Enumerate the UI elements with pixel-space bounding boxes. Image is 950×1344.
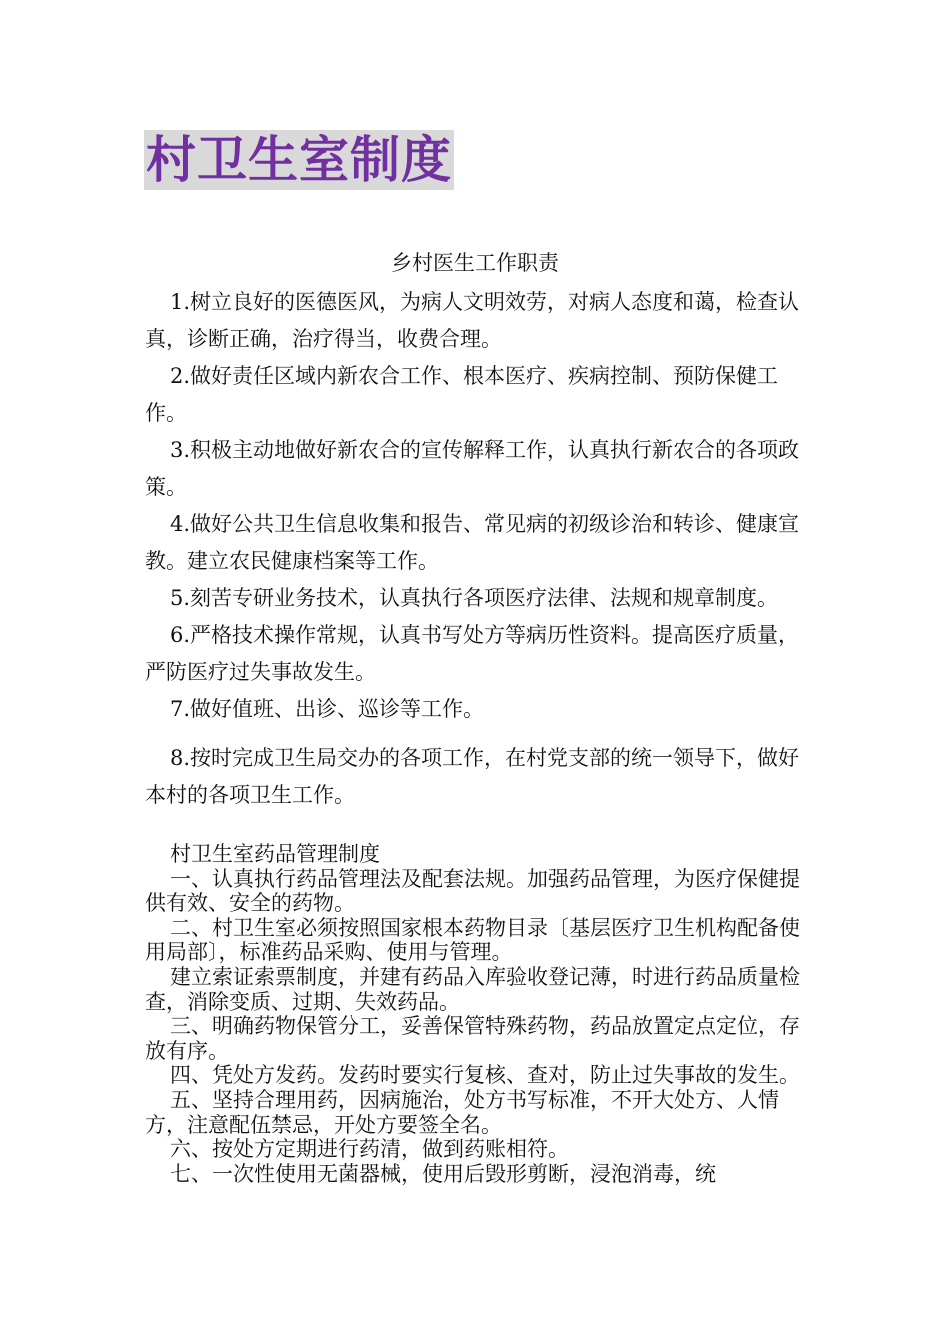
duty-item: 4.做好公共卫生信息收集和报告、常见病的初级诊治和转诊、健康宣教。建立农民健康档案等工作。: [145, 512, 800, 573]
duties-heading: 乡村医生工作职责: [391, 251, 559, 275]
drug-rule-item: 二、村卫生室必须按照国家根本药物目录〔基层医疗卫生机构配备使用局部〕，标准药品采购、使用与管理。: [145, 915, 800, 965]
drug-rule-item: 三、明确药物保管分工，妥善保管特殊药物，药品放置定点定位，存放有序。: [145, 1014, 800, 1063]
drug-rule-item: 一、认真执行药品管理法及配套法规。加强药品管理，为医疗保健提供有效、安全的药物。: [145, 866, 800, 916]
duty-item: 8.按时完成卫生局交办的各项工作，在村党支部的统一领导下，做好本村的各项卫生工作。: [145, 746, 800, 807]
drug-rule-item: 建立索证索票制度，并建有药品入库验收登记薄，时进行药品质量检查，消除变质、过期、失效药品。: [145, 964, 800, 1014]
drug-rule-item: 七、一次性使用无菌器械，使用后毁形剪断，浸泡消毒，统: [170, 1161, 716, 1186]
document-title: 村卫生室制度: [146, 131, 452, 189]
duties-list: [145, 284, 810, 814]
duty-item: 6.严格技术操作常规，认真书写处方等病历性资料。提高医疗质量，严防医疗过失事故发生。: [145, 623, 800, 684]
duty-item: 5.刻苦专研业务技术，认真执行各项医疗法律、法规和规章制度。: [170, 586, 779, 610]
duty-item: 1.树立良好的医德医风，为病人文明效劳，对病人态度和蔼，检查认真，诊断正确，治疗得当，收费合理。: [145, 290, 800, 351]
drug-management-heading: 村卫生室药品管理制度: [170, 842, 380, 866]
duty-item: 2.做好责任区域内新农合工作、根本医疗、疾病控制、预防保健工作。: [145, 364, 779, 425]
drug-rule-item: 四、凭处方发药。发药时要实行复核、查对，防止过失事故的发生。: [170, 1063, 800, 1088]
duty-item: 7.做好值班、出诊、巡诊等工作。: [170, 697, 485, 721]
drug-rule-item: 五、坚持合理用药，因病施治，处方书写标准，不开大处方、人情方，注意配伍禁忌，开处方要签全名。: [145, 1087, 779, 1137]
duty-item: 3.积极主动地做好新农合的宣传解释工作，认真执行新农合的各项政策。: [145, 438, 800, 499]
drug-rule-item: 六、按处方定期进行药清，做到药账相符。: [170, 1137, 569, 1162]
drug-management-section: [145, 842, 810, 1186]
